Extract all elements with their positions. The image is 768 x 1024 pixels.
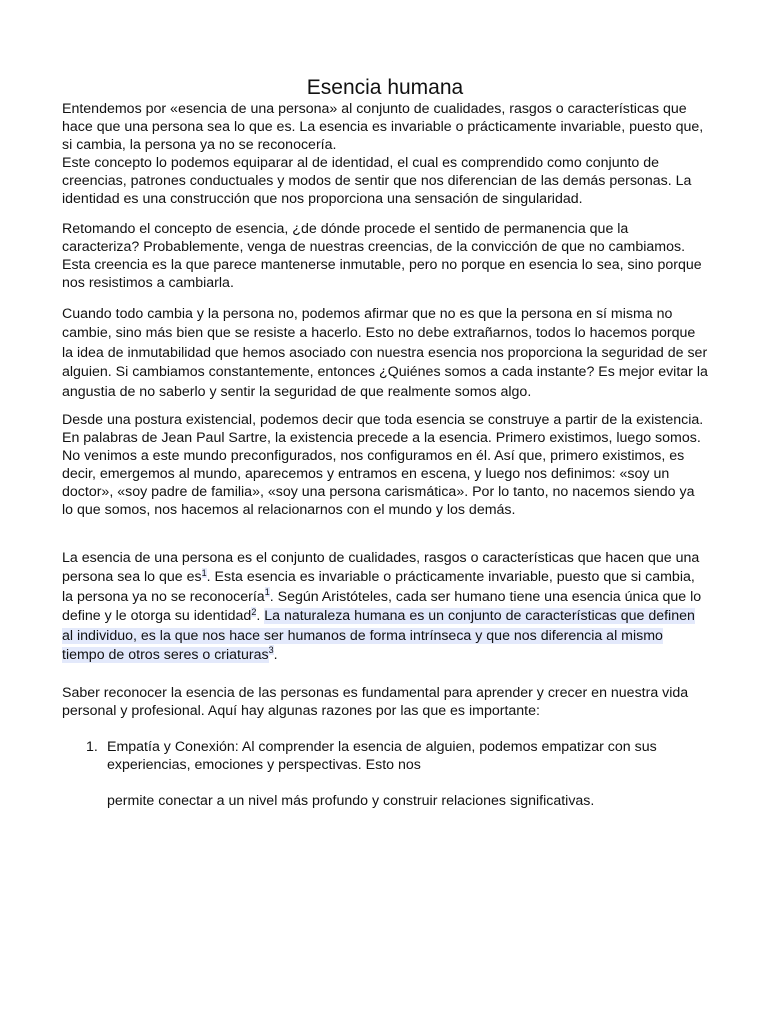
- list-item-continuation: permite conectar a un nivel más profundo y construir relaciones significativas.: [107, 793, 595, 810]
- document-title: Esencia humana: [306, 76, 464, 99]
- paragraph-reconocer: Saber reconocer la esencia de las personas es fundamental para aprender y crecer en nuestra vida personal y profesional. Aquí hay algunas razones por las que es importante:: [62, 685, 689, 720]
- list-item-number: 1.: [86, 739, 98, 756]
- paragraph-text-segment: .: [256, 608, 265, 625]
- footnote-reference[interactable]: 1: [264, 587, 270, 598]
- paragraph-existencial: Desde una postura existencial, podemos decir que toda esencia se construye a partir de la existencia. En palabras de Jean Paul Sartre, la existencia precede a la esencia. Primero existimos, luego somos. No venimos a este mundo preconfigurados, nos configuramos en él. Así que, primero existimos, es decir, emergemos al mundo, aparecemos y entramos en escena, y luego nos definimos: «soy un doctor», «soy padre de familia», «soy una persona carismática». Por lo tanto, no nacemos siendo ya lo que somos, nos hacemos al relacionarnos con el mundo y los demás.: [62, 412, 704, 519]
- highlighted-text: La naturaleza humana es un conjunto de características que definen al individuo, es la que nos hace ser humanos de forma intrínseca y que nos diferencia al mismo tiempo de otros seres o criaturas: [62, 608, 695, 664]
- footnote-reference[interactable]: 1: [201, 567, 207, 578]
- paragraph-text-segment: .: [273, 647, 278, 664]
- list-item: [62, 738, 708, 810]
- paragraph-permanencia: Retomando el concepto de esencia, ¿de dónde procede el sentido de permanencia que la caracteriza? Probablemente, venga de nuestras creencias, de la convicción de que no cambiamos. Esta creencia es la que parece mantenerse inmutable, pero no porque en esencia lo sea, sino porque nos resistimos a cambiarla.: [62, 221, 702, 291]
- paragraph-text-segment: . Esta esencia es invariable o prácticamente invariable, puesto que si cambia, la persona ya no se reconocería: [62, 569, 695, 605]
- paragraph-identidad: Este concepto lo podemos equiparar al de identidad, el cual es comprendido como conjunto de creencias, patrones conductuales y modos de sentir que nos diferencian de las demás personas. La identidad es una construcción que nos proporciona una sensación de singularidad.: [62, 155, 692, 207]
- paragraph-esencia-definicion: Entendemos por «esencia de una persona» al conjunto de cualidades, rasgos o características que hace que una persona sea lo que es. La esencia es invariable o prácticamente invariable, puesto que, si cambia, la persona ya no se reconocería.: [62, 101, 704, 153]
- paragraph-esencia-referencias: [62, 549, 708, 665]
- paragraph-cambio: Cuando todo cambia y la persona no, podemos afirmar que no es que la persona en sí misma no cambie, sino más bien que se resiste a hacerlo. Esto no debe extrañarnos, todos lo hacemos porque la idea de inmutabilidad que hemos asociado con nuestra esencia nos proporciona la seguridad de ser alguien. Si cambiamos constantemente, entonces ¿Quiénes somos a cada instante? Es mejor evitar la angustia de no saberlo y sentir la seguridad de que realmente somos algo.: [62, 306, 708, 400]
- footnote-reference[interactable]: 3: [268, 645, 274, 656]
- list-item-text: Empatía y Conexión: Al comprender la esencia de alguien, podemos empatizar con sus experiencias, emociones y perspectivas. Esto nos: [107, 739, 657, 774]
- reasons-list: [62, 738, 708, 810]
- paragraph-text-segment: La esencia de una persona es el conjunto de cualidades, rasgos o características que hacen que una persona sea lo que es: [62, 550, 700, 586]
- footnote-reference[interactable]: 2: [251, 606, 257, 617]
- paragraph-text-segment: . Según Aristóteles, cada ser humano tiene una esencia única que lo define y le otorga su identidad: [62, 588, 702, 625]
- document-page: [62, 76, 708, 810]
